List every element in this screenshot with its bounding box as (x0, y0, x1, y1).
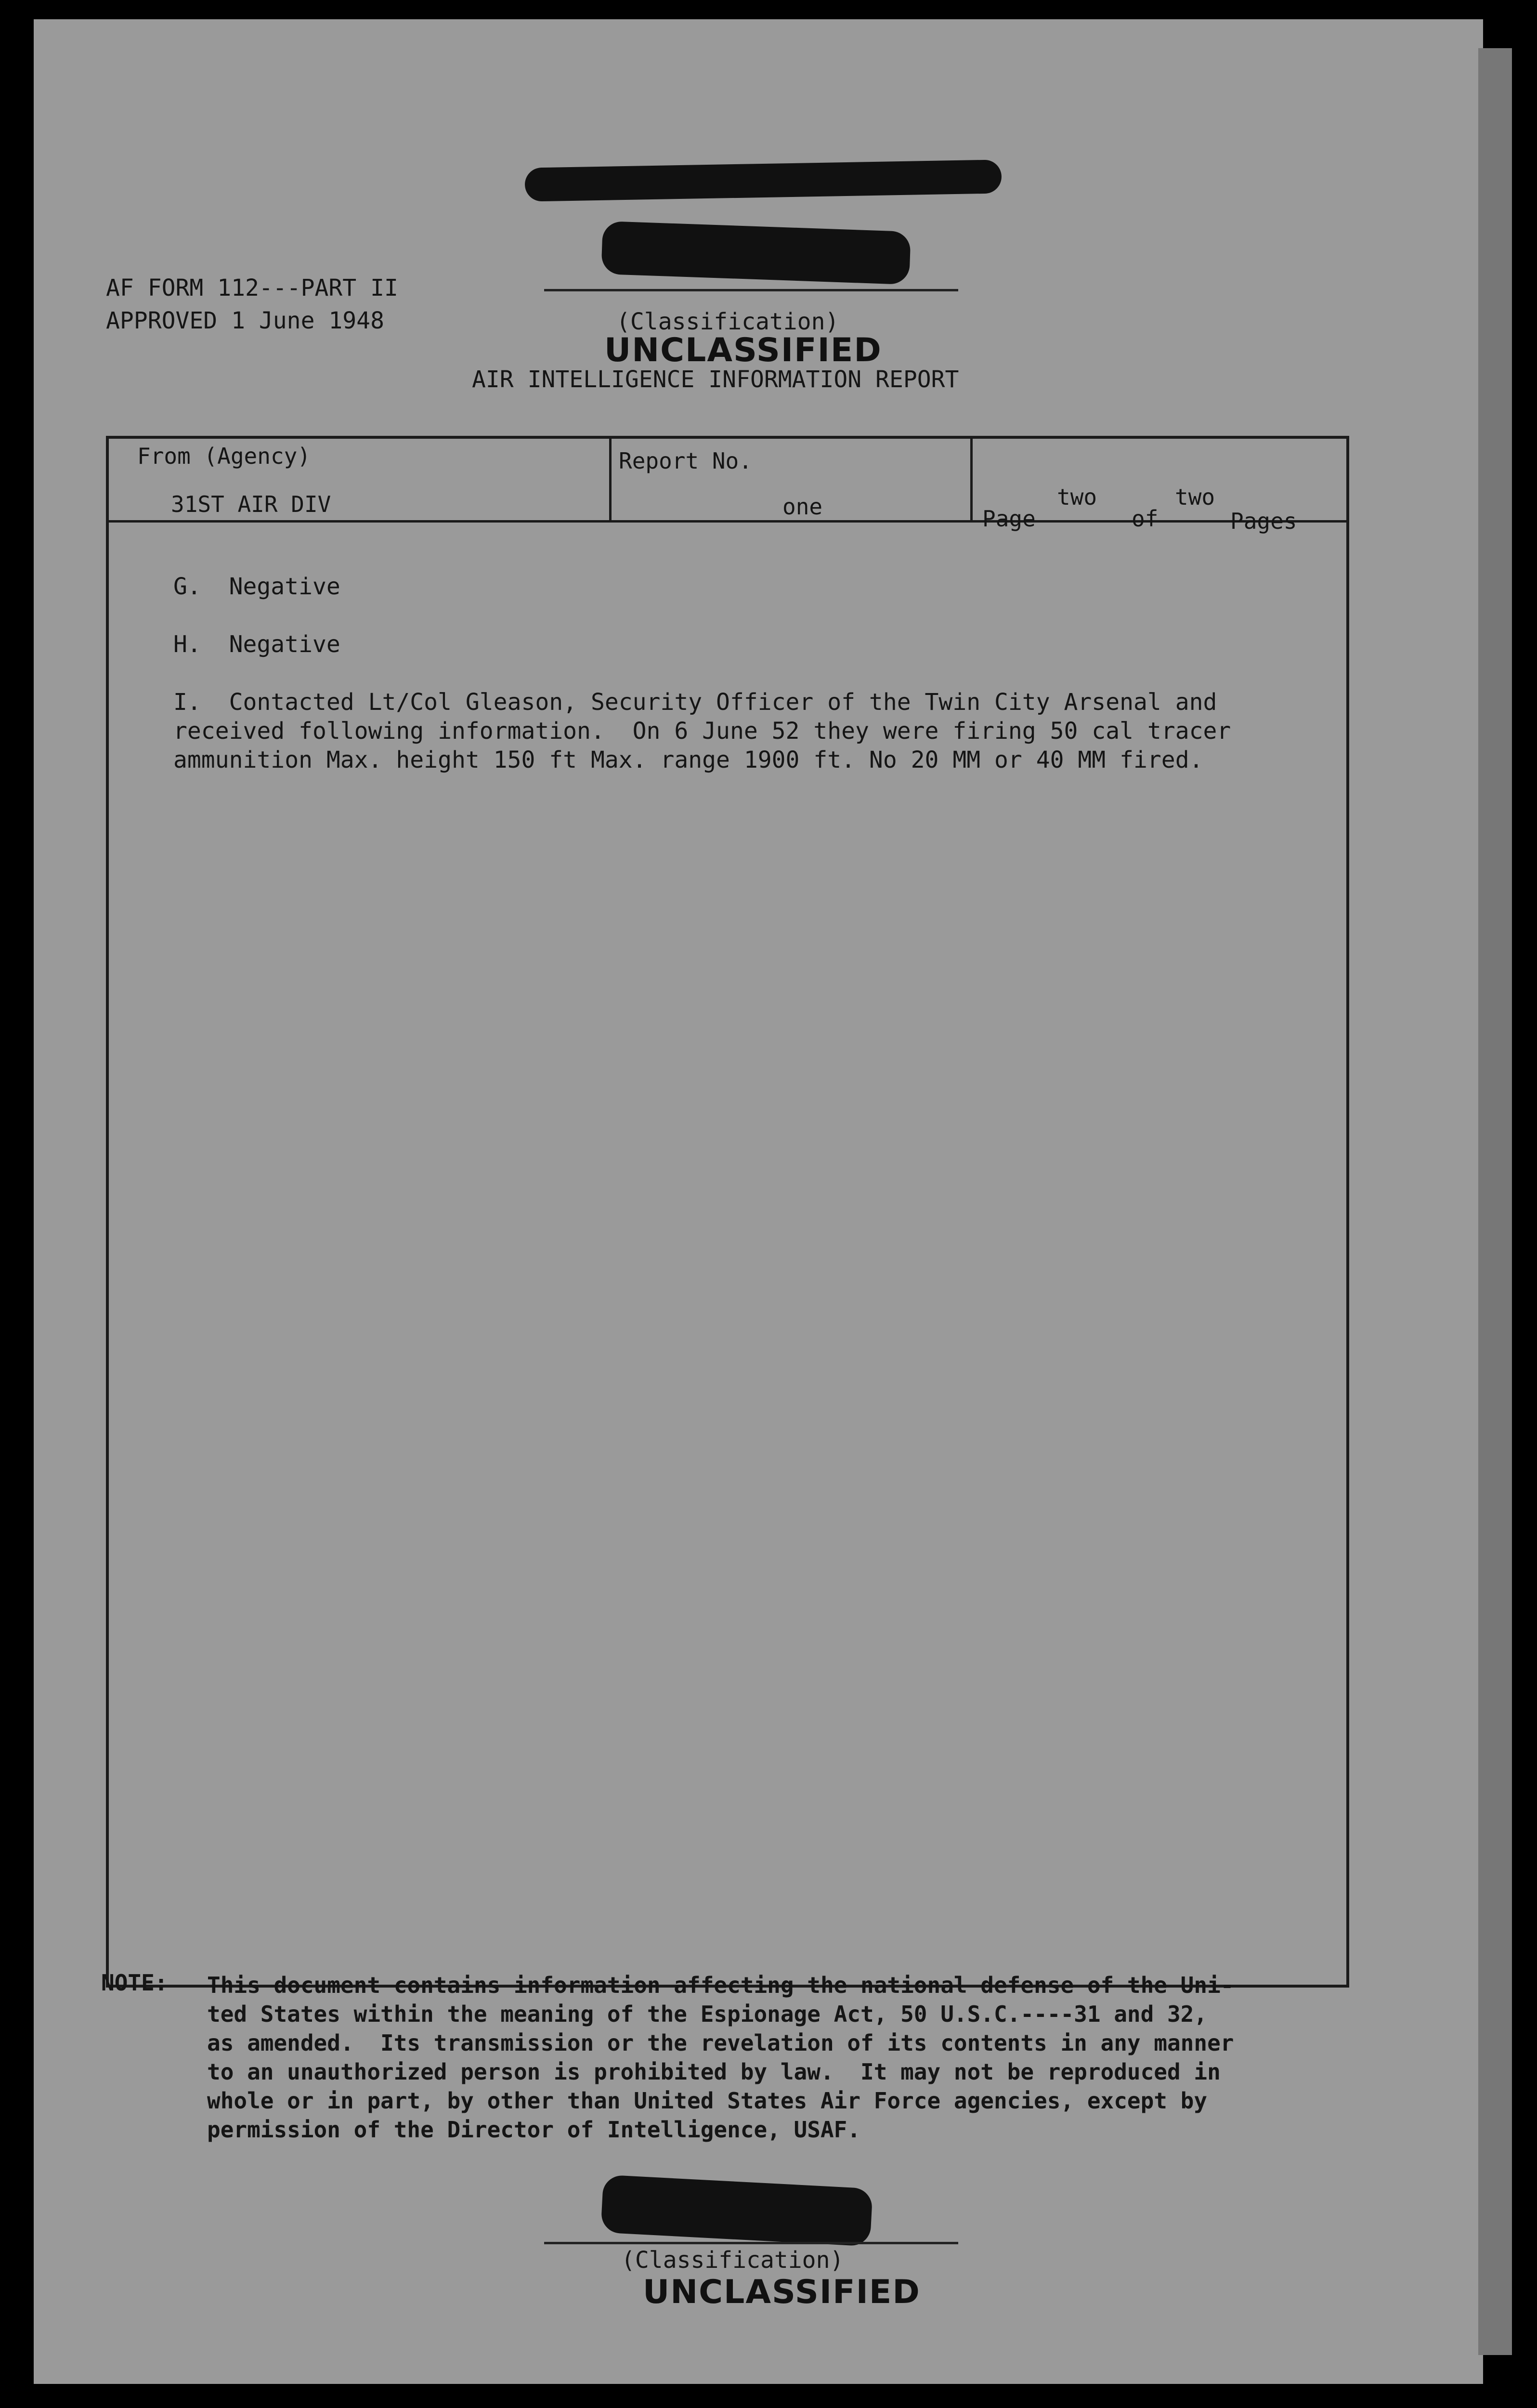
redaction-mark (600, 2174, 873, 2246)
note-label: NOTE: (101, 1970, 168, 1996)
note-line: as amended. Its transmission or the revelation of its contents in any manner (207, 2030, 1234, 2056)
form-box (106, 436, 1349, 1988)
form-column-divider (970, 439, 973, 521)
classification-label-top: (Classification) (616, 308, 839, 335)
report-no-label: Report No. (619, 448, 752, 474)
form-header-divider (109, 520, 1346, 523)
note-line: to an unauthorized person is prohibited by law. It may not be reproduced in (207, 2059, 1221, 2085)
item-i-line: ammunition Max. height 150 ft Max. range 1900 ft. No 20 MM or 40 MM fired. (173, 746, 1203, 773)
report-title: AIR INTELLIGENCE INFORMATION REPORT (472, 366, 959, 393)
of-label: of (1132, 506, 1159, 532)
classification-stamp-top: UNCLASSIFIED (604, 331, 882, 369)
page-edge-shadow (1478, 48, 1512, 2355)
classification-rule-bottom (544, 2242, 958, 2244)
classification-rule-top (544, 289, 958, 291)
note-line: ted States within the meaning of the Espionage Act, 50 U.S.C.----31 and 32, (207, 2001, 1208, 2027)
from-agency-value: 31ST AIR DIV (171, 491, 331, 517)
item-i-line: I. Contacted Lt/Col Gleason, Security Officer of the Twin City Arsenal and (173, 689, 1217, 716)
note-line: This document contains information affecting the national defense of the Uni- (207, 1972, 1234, 1998)
note-line: permission of the Director of Intelligence, USAF. (207, 2117, 861, 2143)
redaction-mark (524, 159, 1002, 201)
note-line: whole or in part, by other than United States Air Force agencies, except by (207, 2088, 1208, 2114)
approved-date: APPROVED 1 June 1948 (106, 307, 384, 334)
classification-label-bottom: (Classification) (621, 2247, 844, 2274)
of-value: two (1175, 484, 1215, 510)
pages-label: Pages (1230, 508, 1297, 534)
classification-stamp-bottom: UNCLASSIFIED (643, 2273, 921, 2311)
page-value: two (1057, 484, 1097, 510)
redaction-mark (601, 221, 911, 285)
item-i-line: received following information. On 6 June 52 they were firing 50 cal tracer (173, 718, 1231, 745)
item-g: G. Negative (173, 573, 340, 600)
report-no-value: one (782, 494, 823, 520)
from-agency-label: From (Agency) (137, 443, 311, 469)
document-page (34, 19, 1483, 2384)
form-column-divider (609, 439, 612, 521)
item-h: H. Negative (173, 631, 340, 658)
form-id: AF FORM 112---PART II (106, 275, 398, 301)
page-label: Page (982, 506, 1036, 532)
